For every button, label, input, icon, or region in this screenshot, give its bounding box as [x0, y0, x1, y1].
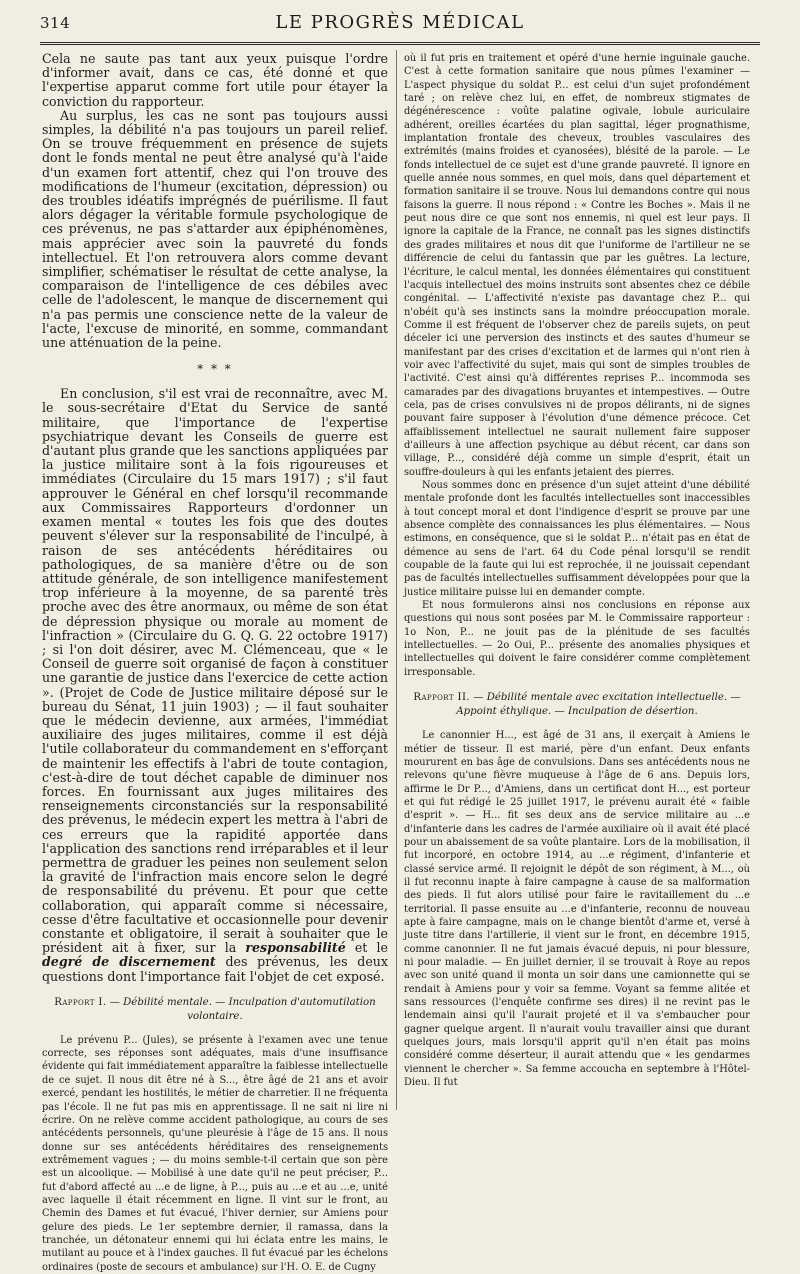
page-number: 314 [40, 14, 71, 32]
header-rule [40, 42, 760, 48]
paragraph: En conclusion, s'il est vrai de reconnaître, avec M. le sous-secrétaire d'Etat du Service de santé militaire, que l'importance de l'expertise psychiatrique devant les Conseils de guerre est d'autant plus grande que les sanctions appliquées par la justice militaire sont à la fois rigoureuses et immédiates (Circulaire du 15 mars 1917) ; s'il faut approuver le Général en chef lorsqu'il recommande aux Commissaires Rapporteurs d'ordonner un examen mental « toutes les fois que des doutes peuvent s'élever sur la responsabilité de l'inculpé, à raison de ses antécédents héréditaires ou pathologiques, de sa manière d'être ou de son attitude générale, de son intelligence manifestement trop inférieure à la moyenne, de sa parenté très proche avec des être anormaux, ou même de son état de dépression physique ou morale au moment de l'infraction » (Circulaire du G. Q. G. 22 octobre 1917) ; si l'on doit désirer, avec M. Clémenceau, que « le Conseil de guerre soit organisé de façon à constituer une garantie de justice dans l'exercice de cette action ». (Projet de Code de Justice militaire déposé sur le bureau du Sénat, 11 juin 1903) ; — il faut souhaiter que le médecin devienne, aux armées, l'immédiat auxiliaire des juges militaires, comme il est déjà l'utile collaborateur du commandement en s'efforçant de maintenir les effectifs à l'abri de toute contagion, c'est-à-dire de tout déchet capable de diminuer nos forces. En fournissant aux juges militaires des renseignements circonstanciés sur la responsabilité des prévenus, le médecin expert les mettra à l'abri de ces erreurs que la rapidité apportée dans l'application des sanctions rend irréparables et il leur permettra de graduer les peines non seulement selon la gravité de l'infraction mais encore selon le degré de responsabilité du prévenu. Et pour que cette collaboration, qui apparaît comme si nécessaire, cesse d'être facultative et occasionnelle pour devenir constante et obligatoire, il serait à souhaiter que le président ait à fixer, sur la responsabilité et le degré de discernement des prévenus, les deux questions dont l'importance fait l'objet de cet exposé. [42, 386, 389, 984]
rapport-heading: Rapport I. — Débilité mentale. — Inculpation d'automutilation volontaire. [54, 996, 376, 1022]
running-title: LE PROGRÈS MÉDICAL [275, 12, 525, 33]
left-column [42, 51, 389, 1273]
right-column [404, 52, 750, 1108]
emphasis-responsabilite: responsabilité [245, 940, 346, 956]
section-separator: * * * [197, 362, 233, 377]
paragraph: Nous sommes donc en présence d'un sujet atteint d'une débilité mentale profonde dont les facultés intellectuelles sont inaccessibles à tout concept moral et dont l'indigence d'esprit se prouve par une absence complète des connaissances les plus élémentaires. — Nous estimons, en conséquence, que si le soldat P... n'était pas en état de démence au sens de l'art. 64 du Code pénal lorsqu'il se rendit coupable de la faute qui lui est reprochée, il ne jouissait cependant pas de facultés intellectuelles suffisamment développées pour que la justice militaire puisse lui en demander compte. [404, 480, 750, 598]
paragraph: Au surplus, les cas ne sont pas toujours aussi simples, la débilité n'a pas toujours un pareil relief. On se trouve fréquemment en présence de sujets dont le fonds mental ne peut être analysé qu'à l'aide d'un examen fort attentif, chez qui l'on trouve des modifications de l'humeur (excitation, dépression) ou des troubles idéatifs imprégnés de puérilisme. Il faut alors dégager la véritable formule psychologique de ces prévenus, ne pas s'attarder aux épiphénomènes, mais apprécier avec soin la pauvreté du fonds intellectuel. Et l'on retrouvera alors comme devant simplifier, schématiser le résultat de cette analyse, la comparaison de l'intelligence de ces débiles avec celle de l'adolescent, le manque de discernement qui n'a pas permis une conscience nette de la valeur de l'acte, l'excuse de minorité, en somme, commandant une atténuation de la peine. [42, 107, 388, 351]
rapport-heading: Rapport II. — Débilité mentale avec excitation intellectuelle. — Appoint éthylique. — Inculpation de désertion. [413, 692, 741, 718]
paragraph: où il fut pris en traitement et opéré d'une hernie inguinale gauche. C'est à cette formation sanitaire que nous pûmes l'examiner — L'aspect physique du soldat P... est celui d'un sujet profondément taré ; on relève chez lui, en effet, de nombreux stigmates de dégénérescence : voûte palatine ogivale, lobule auriculaire adhérent, oreilles écartées du plan sagittal, léger prognathisme, implantation frontale des cheveux, troubles vasculaires des extrémités (mains froides et cyanosées), blésité de la parole. — Le fonds intellectuel de ce sujet est d'une grande pauvreté. Il ignore en quelle année nous sommes, en quel mois, dans quel département et formation sanitaire il se trouve. Nous lui demandons contre qui nous faisons la guerre. Il nous répond : « Contre les Boches ». Mais il ne peut nous dire ce que sont nos ennemis, ni quel est leur pays. Il ignore la capitale de la France, ne connaît pas les signes distinctifs des grades militaires et nous dit que l'uniforme de l'artilleur ne se différencie de celui du fantassin que par les guêtres. La lecture, l'écriture, le calcul mental, les données élémentaires qui constituent l'acquis intellectuel des moins instruits sont absentes chez ce débile congénital. — L'affectivité n'existe pas davantage chez P... qui n'obéit qu'à ses instincts sans la moindre préoccupation morale. Comme il est fréquent de l'observer chez de pareils sujets, on peut déceler ici une perversion des instincts et des sautes d'humeur se manifestant par des crises d'excitation et de larmes qui n'ont rien à voir avec l'affectivité du sujet, mais qui sont de simples troubles de l'activité. C'est ainsi qu'à différentes reprises P... incommoda ses camarades par des divagations bruyantes et intempestives. — Outre cela, pas de crises convulsives ni de propos délirants, ni de signes pouvant faire supposer à l'évolution d'une démence précoce. Cet affaiblissement intellectuel ne saurait nullement faire supposer d'ailleurs à une affection psychique au début récent, car dans son village, P..., considéré déjà comme un simple d'esprit, était un souffre-douleurs à qui les enfants jetaient des pierres. [404, 53, 750, 478]
page-header [40, 12, 760, 38]
column-divider [396, 50, 397, 1110]
emphasis-discernement: degré de discernement [42, 954, 216, 970]
paragraph: Et nous formulerons ainsi nos conclusions en réponse aux questions qui nous sont posées par M. le Commissaire rapporteur : 1o Non, P... ne jouit pas de la plénitude de ses facultés intellectuelles. — 2o Oui, P... présente des anomalies physiques et intellectuelles qui doivent le faire considérer comme complètement irresponsable. [404, 600, 750, 678]
paragraph: Le prévenu P... (Jules), se présente à l'examen avec une tenue correcte, ses réponses sont adéquates, mais d'une insuffisance évidente qui fait immédiatement apparaître la faiblesse intellectuelle de ce sujet. Il nous dit être né à S..., être âgé de 21 ans et avoir exercé, pendant les hostilités, le métier de charretier. Il ne fréquenta pas l'école. Il ne fut pas mis en apprentissage. Il ne sait ni lire ni écrire. On ne relève comme accident pathologique, au cours de ses antécédents personnels, qu'une pleurésie à l'âge de 15 ans. Il nous donne sur ses antécédents héréditaires des renseignements extrêmement vagues ; — du moins semble-t-il certain que son père est un alcoolique. — Mobilisé à une date qu'il ne peut préciser, P... fut d'abord affecté au ...e de ligne, à P..., puis au ...e et au ...e, unité avec laquelle il était récemment en ligne. Il vint sur le front, au Chemin des Dames et fut évacué, l'hiver dernier, sur Amiens pour gelure des pieds. Le 1er septembre dernier, il ramassa, dans la tranchée, un détonateur ennemi qui lui éclata entre les mains, le mutilant au pouce et à l'index gauches. Il fut évacué par les échelons ordinaires (poste de secours et ambulance) sur l'H. O. E. de Cugny [42, 1034, 388, 1273]
paragraph: Cela ne saute pas tant aux yeux puisque l'ordre d'informer avait, dans ce cas, été donné et que l'expertise apparut comme fort utile pour étayer la conviction du rapporteur. [42, 51, 388, 109]
paragraph: Le canonnier H..., est âgé de 31 ans, il exerçait à Amiens le métier de tisseur. Il est marié, père d'un enfant. Deux enfants moururent en bas âge de convulsions. Dans ses antécédents nous ne relevons qu'une fièvre muqueuse à l'âge de 6 ans. Depuis lors, affirme le Dr P..., d'Amiens, dans un certificat dont H..., est porteur et qui fut rédigé le 25 juillet 1917, le prévenu aurait été « faible d'esprit ». — H... fit ses deux ans de service militaire au ...e d'infanterie dans les cadres de l'armée auxiliaire où il avait été placé pour un abaissement de sa voûte plantaire. Lors de la mobilisation, il fut incorporé, en octobre 1914, au ...e régiment, d'infanterie et classé service armé. Il rejoignit le dépôt de son régiment, à M..., où il fut reconnu inapte à faire campagne à cause de sa malformation des pieds. Il fut alors utilisé pour faire le ravitaillement du ...e territorial. Il passe ensuite au ...e d'infanterie, reconnu de nouveau apte à faire campagne, mais on le change bientôt d'arme et, versé à juste titre dans l'artillerie, il vient sur le front, en décembre 1915, comme canonnier. Il ne fut jamais évacué depuis, ni pour blessure, ni pour maladie. — En juillet dernier, il se trouvait à Roye au repos avec son unité quand il monta un soir dans une camionnette qui se rendait à Amiens pour y voir sa femme. Voyant sa femme alitée et sans ressources (l'enquête confirme ses dires) il ne revint pas le lendemain ainsi qu'il l'aurait projeté et il va s'embaucher pour gagner quelque argent. Il n'aurait voulu travailler ainsi que durant quelques jours, mais lorsqu'il apprit qu'il n'en était pas moins considéré comme déserteur, il aurait attendu que « les gendarmes viennent le chercher ». Sa femme accoucha en septembre à l'Hôtel-Dieu. Il fut [404, 730, 750, 1089]
